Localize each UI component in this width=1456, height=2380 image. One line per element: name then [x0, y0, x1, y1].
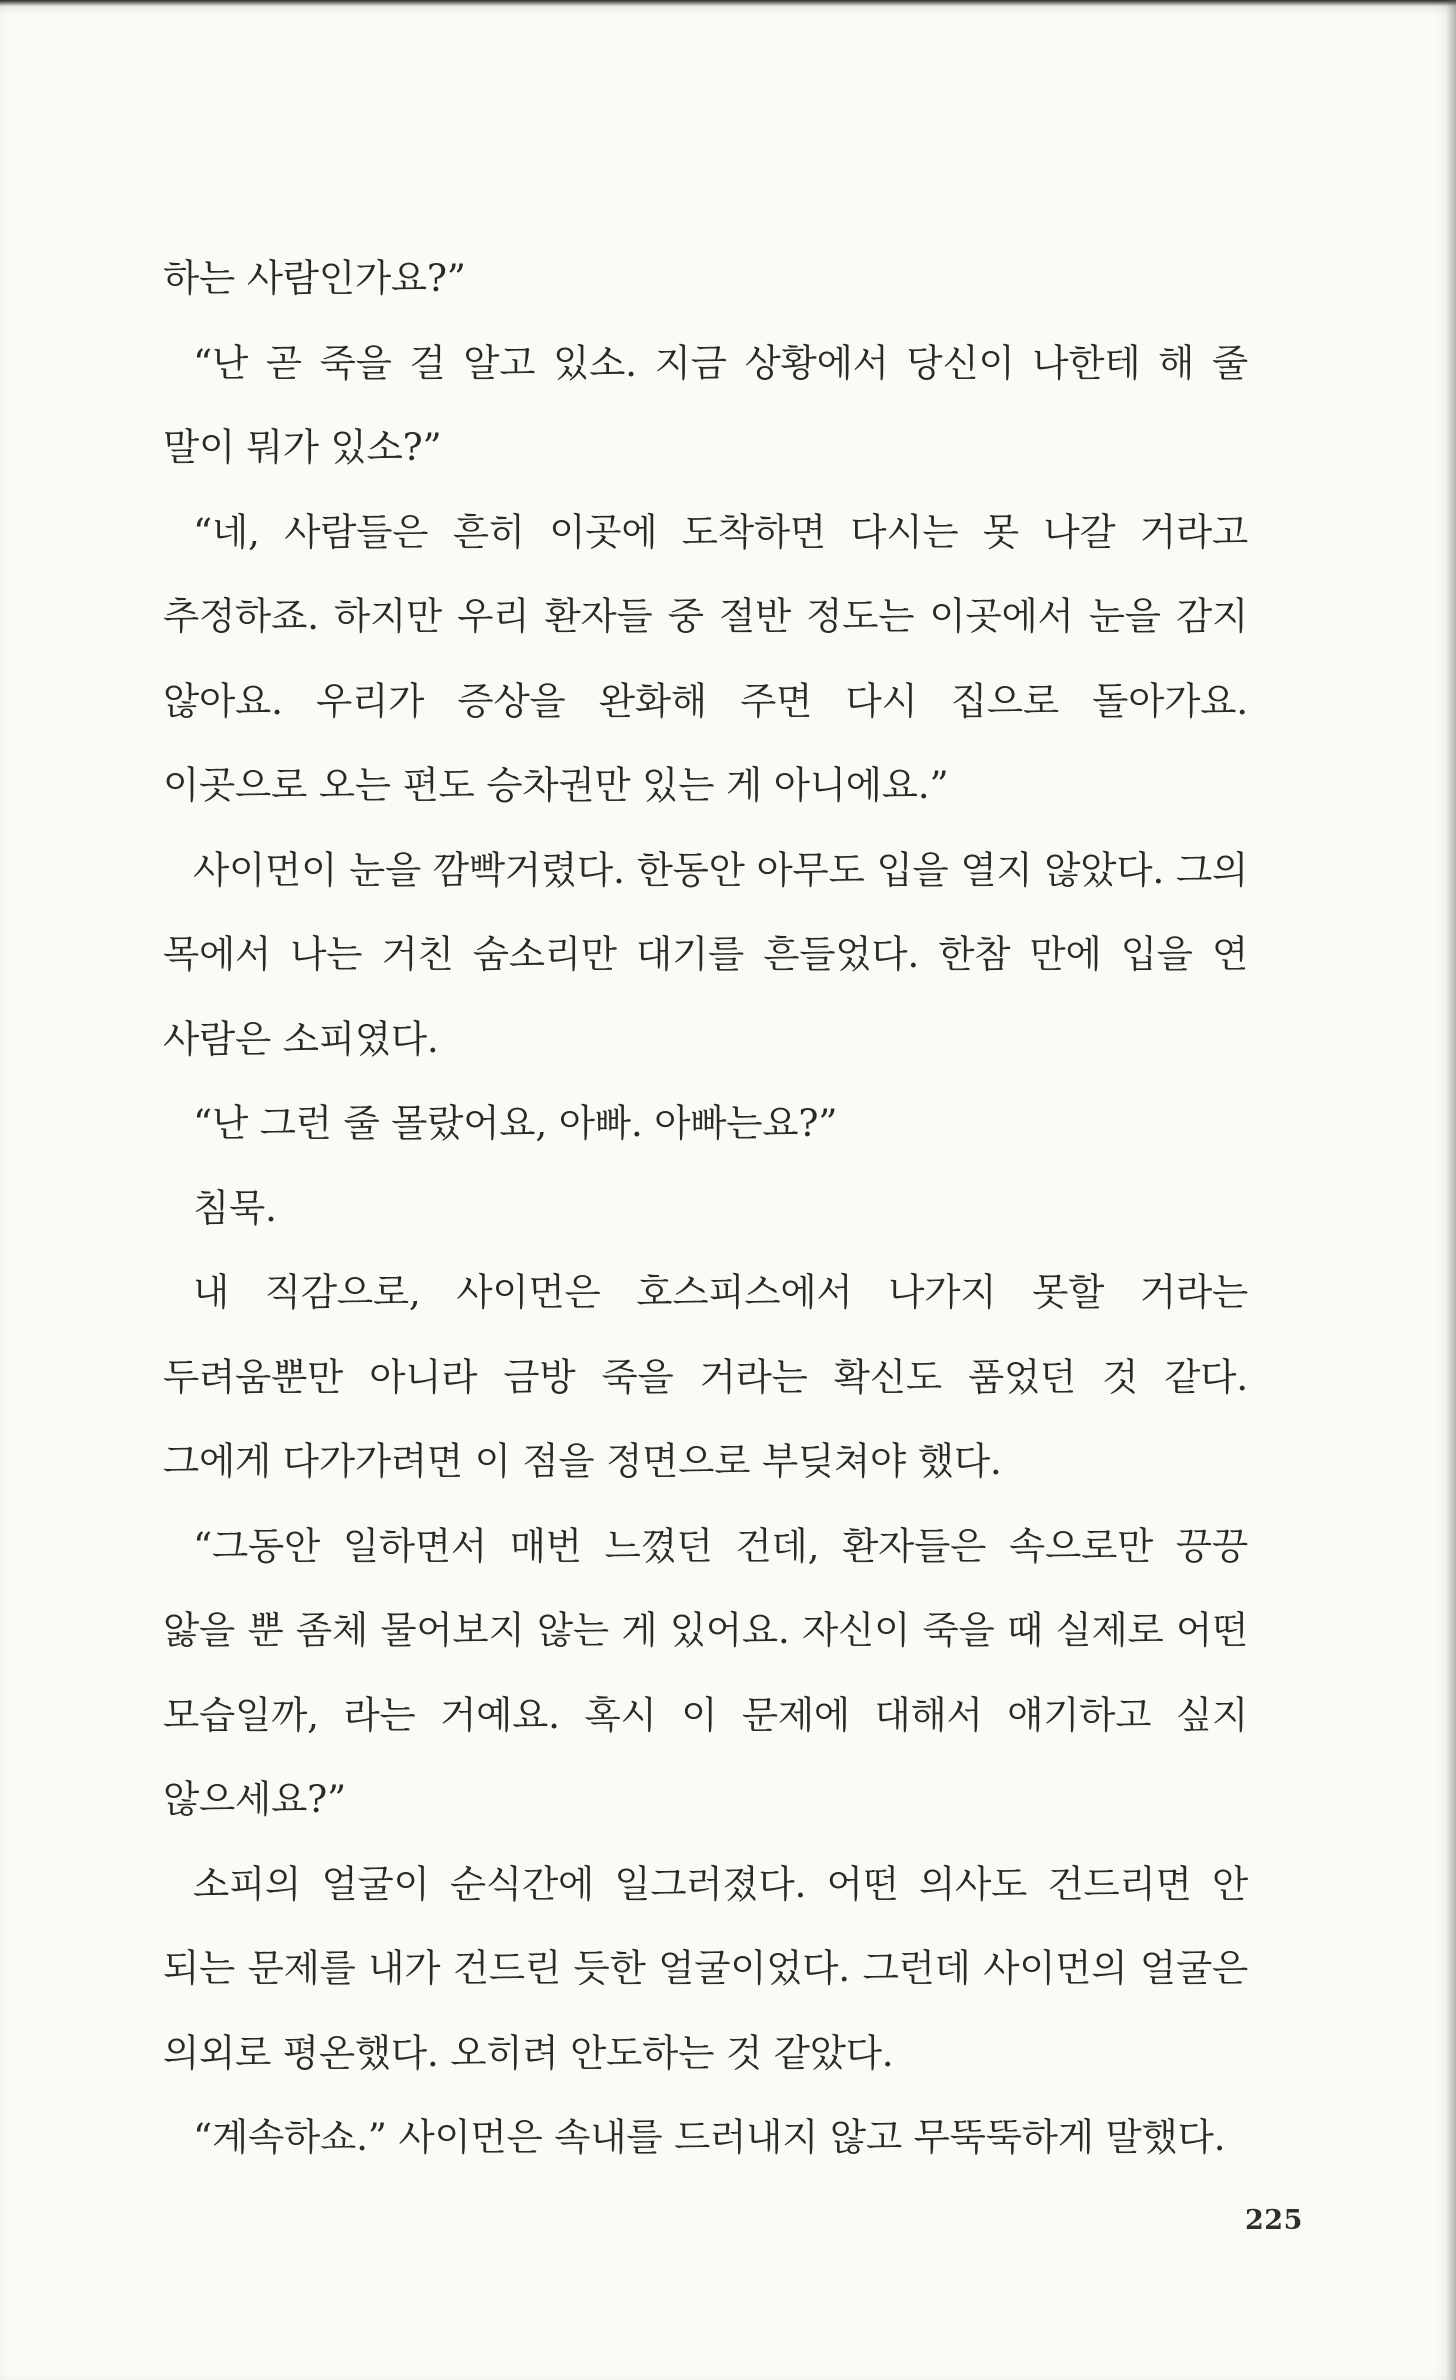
paragraph-7: 내 직감으로, 사이먼은 호스피스에서 나가지 못할 거라는 두려움뿐만 아니라 금방 죽을 거라는 확신도 품었던 것 같다. 그에게 다가가려면 이 점을 정면으로 부딪쳐야 했다.: [163, 1270, 1248, 1483]
paragraph-2: “난 곧 죽을 걸 알고 있소. 지금 상황에서 당신이 나한테 해 줄 말이 뭐가 있소?”: [163, 340, 1248, 469]
page-gutter-shadow: [1446, 0, 1456, 2380]
paragraph-5: “난 그런 줄 몰랐어요, 아빠. 아빠는요?”: [193, 1101, 838, 1145]
body-text: [163, 236, 1248, 2180]
paragraph-6: 침묵.: [193, 1185, 277, 1230]
paragraph-10: “계속하쇼.” 사이먼은 속내를 드러내지 않고 무뚝뚝하게 말했다.: [193, 2115, 1226, 2159]
paragraph-1: 하는 사람인가요?”: [163, 256, 466, 300]
paragraph-8: “그동안 일하면서 매번 느꼈던 건데, 환자들은 속으로만 끙끙 앓을 뿐 좀체 물어보지 않는 게 있어요. 자신이 죽을 때 실제로 어떤 모습일까, 라는 거예요. 혹시 이 문제에 대해서 얘기하고 싶지 않으세요?”: [163, 1523, 1248, 1821]
page-top-shadow: [0, 0, 1456, 6]
paragraph-4: 사이먼이 눈을 깜빡거렸다. 한동안 아무도 입을 열지 않았다. 그의 목에서 나는 거친 숨소리만 대기를 흔들었다. 한참 만에 입을 연 사람은 소피였다.: [163, 847, 1248, 1061]
page-number: 225: [1245, 2205, 1303, 2236]
paragraph-9: 소피의 얼굴이 순식간에 일그러졌다. 어떤 의사도 건드리면 안 되는 문제를 내가 건드린 듯한 얼굴이었다. 그런데 사이먼의 얼굴은 의외로 평온했다. 오히려 안도하는 것 같았다.: [163, 1861, 1248, 2075]
paragraph-3: “네, 사람들은 흔히 이곳에 도착하면 다시는 못 나갈 거라고 추정하죠. 하지만 우리 환자들 중 절반 정도는 이곳에서 눈을 감지 않아요. 우리가 증상을 완화해 주면 다시 집으로 돌아가요. 이곳으로 오는 편도 승차권만 있는 게 아니에요.”: [163, 509, 1248, 807]
